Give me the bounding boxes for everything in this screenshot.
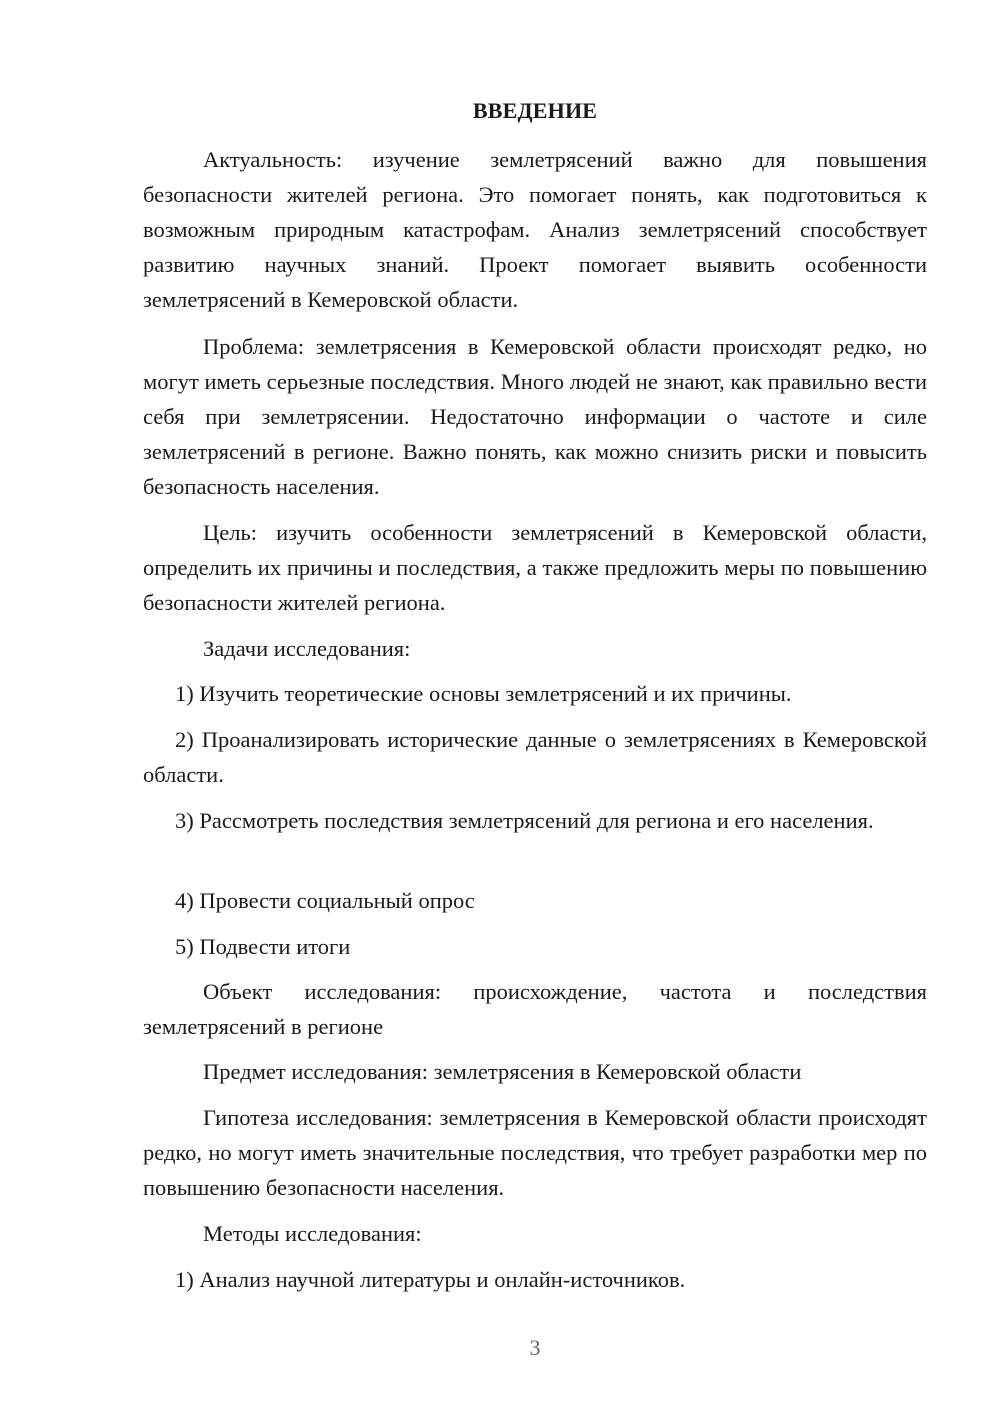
list-item-task-3: 3) Рассмотреть последствия землетрясений для региона и его населения. xyxy=(175,808,874,833)
paragraph-goal: Цель: изучить особенности землетрясений в Кемеровской области, определить их причины и последствия, а также предложить меры по повышению безопасности жителей региона. xyxy=(143,520,927,615)
page-number: 3 xyxy=(529,1335,541,1360)
paragraph-object: Объект исследования: происхождение, частота и последствия землетрясений в регионе xyxy=(143,979,927,1039)
paragraph-tasks-heading: Задачи исследования: xyxy=(203,636,411,661)
paragraph-relevance: Актуальность: изучение землетрясений важно для повышения безопасности жителей региона. Это помогает понять, как подготовиться к возможным природным катастрофам. Анализ землетрясений способствует развитию научных знаний. Проект помогает выявить особенности землетрясений в Кемеровской области. xyxy=(143,147,927,312)
paragraph-subject: Предмет исследования: землетрясения в Кемеровской области xyxy=(203,1059,802,1084)
section-title: ВВЕДЕНИЕ xyxy=(472,98,598,123)
list-item-task-4: 4) Провести социальный опрос xyxy=(175,888,475,913)
list-item-task-1: 1) Изучить теоретические основы землетрясений и их причины. xyxy=(175,681,792,706)
list-item-task-5: 5) Подвести итоги xyxy=(175,934,351,959)
paragraph-problem: Проблема: землетрясения в Кемеровской области происходят редко, но могут иметь серьезные последствия. Много людей не знают, как правильно вести себя при землетрясении. Недостаточно информации о частоте и силе землетрясений в регионе. Важно понять, как можно снизить риски и повысить безопасность населения. xyxy=(143,334,927,499)
paragraph-hypothesis: Гипотеза исследования: землетрясения в Кемеровской области происходят редко, но могут иметь значительные последствия, что требует разработки мер по повышению безопасности населения. xyxy=(143,1105,927,1200)
list-item-method-1: 1) Анализ научной литературы и онлайн-источников. xyxy=(175,1267,686,1292)
document-page xyxy=(143,0,927,1414)
list-item-task-2: 2) Проанализировать исторические данные о землетрясениях в Кемеровской области. xyxy=(143,727,927,787)
paragraph-methods-heading: Методы исследования: xyxy=(203,1221,422,1246)
